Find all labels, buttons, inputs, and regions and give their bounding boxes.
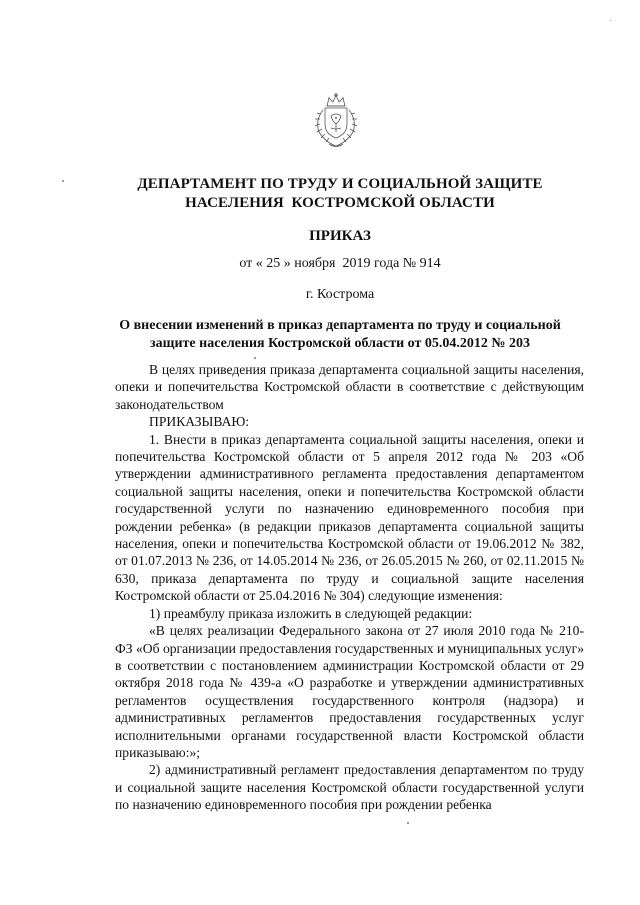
department-name-line2: НАСЕЛЕНИЯ КОСТРОМСКОЙ ОБЛАСТИ	[185, 195, 495, 211]
item-1-subitem-2: 2) административный регламент предоставления департаментом по труду и социальной защите населения Костромской области государственной услуги по назначению единовременного пособия при рождении ребенка	[115, 762, 584, 813]
item-1-subitem-1: 1) преамбулу приказа изложить в следующей редакции:	[149, 605, 473, 621]
preamble-paragraph: В целях приведения приказа департамента социальной защиты населения, опеки и попечительства Костромской области в соответствие с действующим законодательством	[115, 362, 584, 412]
order-date-number: от « 25 » ноября 2019 года № 914	[239, 256, 441, 271]
order-body	[115, 361, 584, 814]
scan-speck	[407, 822, 409, 824]
scan-speck	[62, 180, 64, 182]
department-name-line1: ДЕПАРТАМЕНТ ПО ТРУДУ И СОЦИАЛЬНОЙ ЗАЩИТЕ	[137, 176, 543, 192]
scan-speck	[610, 20, 611, 21]
new-preamble-quote: «В целях реализации Федерального закона от 27 июля 2010 года № 210-ФЗ «Об организации предоставления государственных и муниципальных услуг» в соответствии с постановлением администрации Костромской области от 29 октября 2018 года № 439-а «О разработке и утверждении административных регламентов осуществления государственного контроля (надзора) и административных регламентов предоставления государственных услуг исполнительными органами государственной власти Костромской области приказываю:»;	[115, 623, 584, 760]
scan-speck	[254, 357, 256, 359]
item-1-paragraph: 1. Внести в приказ департамента социальной защиты населения, опеки и попечительства Костромской области от 5 апреля 2012 года № 203 «Об утверждении административного регламента предоставления департаментом социальной защиты населения, опеки и попечительства Костромской области государственной услуги по назначению единовременного пособия при рождении ребенка» (в редакции приказов департамента социальной защиты населения, опеки и попечительства Костромской области от 19.06.2012 № 382, от 01.07.2013 № 236, от 14.05.2014 № 236, от 26.05.2015 № 260, от 02.11.2015 № 630, приказа департамента по труду и социальной защите населения Костромской области от 25.04.2016 № 304) следующие изменения:	[115, 431, 584, 604]
order-keyword: ПРИКАЗЫВАЮ:	[149, 414, 250, 430]
department-name	[100, 175, 580, 213]
order-subject-line1: О внесении изменений в приказ департамента по труду и социальной	[119, 318, 561, 333]
order-subject	[108, 317, 572, 353]
city-name: г. Кострома	[305, 287, 375, 302]
document-type: ПРИКАЗ	[309, 228, 371, 244]
coat-of-arms-icon	[309, 92, 363, 150]
order-subject-line2: защите населения Костромской области от 05.04.2012 № 203	[150, 336, 530, 351]
